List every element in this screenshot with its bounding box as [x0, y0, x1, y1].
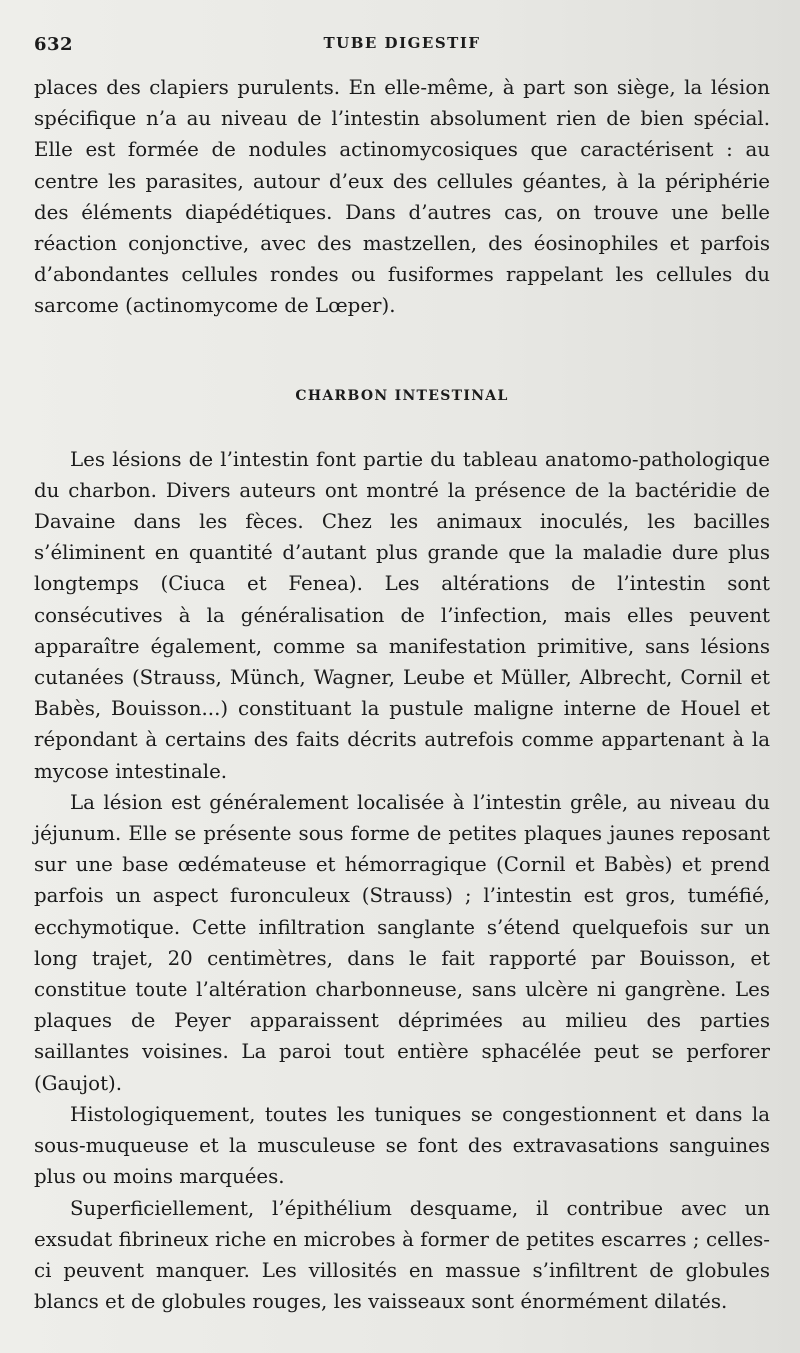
- paragraph: La lésion est généralement localisée à l’intestin grêle, au niveau du jéjunum. Elle se présente sous forme de petites plaques jaunes reposant sur une base œdémateuse et hémorragique (Cornil et Babès) et prend parfois un aspect furonculeux (Strauss) ; l’intestin est gros, tuméfié, ecchymotique. Cette infiltration sanglante s’étend quelquefois sur un long trajet, 20 centimètres, dans le fait rapporté par Bouisson, et constitue toute l’altération charbonneuse, sans ulcère ni gangrène. Les plaques de Peyer apparaissent déprimées au milieu des parties saillantes voisines. La paroi tout entière sphacélée peut se perforer (Gaujot).: [34, 790, 770, 1095]
- paragraph: Histologiquement, toutes les tuniques se congestionnent et dans la sous-muqueuse et la musculeuse se font des extravasations sanguines plus ou moins marquées.: [34, 1102, 770, 1189]
- paragraph-continuation: places des clapiers purulents. En elle-même, à part son siège, la lésion spécifique n’a au niveau de l’intestin absolument rien de bien spécial. Elle est formée de nodules actinomycosiques que caractérisent : au centre les parasites, autour d’eux des cellules géantes, à la périphérie des éléments diapédétiques. Dans d’autres cas, on trouve une belle réaction conjonctive, avec des mastzellen, des éosinophiles et parfois d’abondantes cellules rondes ou fusiformes rappelant les cellules du sarcome (actinomycome de Lœper).: [34, 76, 770, 318]
- section-title: CHARBON INTESTINAL: [295, 387, 509, 404]
- paragraph: Superficiellement, l’épithélium desquame, il contribue avec un exsudat fibrineux riche en microbes à former de petites escarres ; celles-ci peuvent manquer. Les villosités en massue s’infiltrent de globules blancs et de globules rouges, les vaisseaux sont énormément dilatés.: [34, 1196, 770, 1314]
- paragraph: Les lésions de l’intestin font partie du tableau anatomo-pathologique du charbon. Divers auteurs ont montré la présence de la bactéridie de Davaine dans les fèces. Chez les animaux inoculés, les bacilles s’éliminent en quantité d’autant plus grande que la maladie dure plus longtemps (Ciuca et Fenea). Les altérations de l’intestin sont consécutives à la généralisation de l’infection, mais elles peuvent apparaître également, comme sa manifestation primitive, sans lésions cutanées (Strauss, Münch, Wagner, Leube et Müller, Albrecht, Cornil et Babès, Bouisson...) constituant la pustule maligne interne de Houel et répondant à certains des faits décrits autrefois comme appartenant à la mycose intestinale.: [34, 447, 770, 783]
- page-number: 632: [34, 34, 74, 55]
- running-head: TUBE DIGESTIF: [323, 34, 481, 52]
- page-header: [34, 0, 770, 72]
